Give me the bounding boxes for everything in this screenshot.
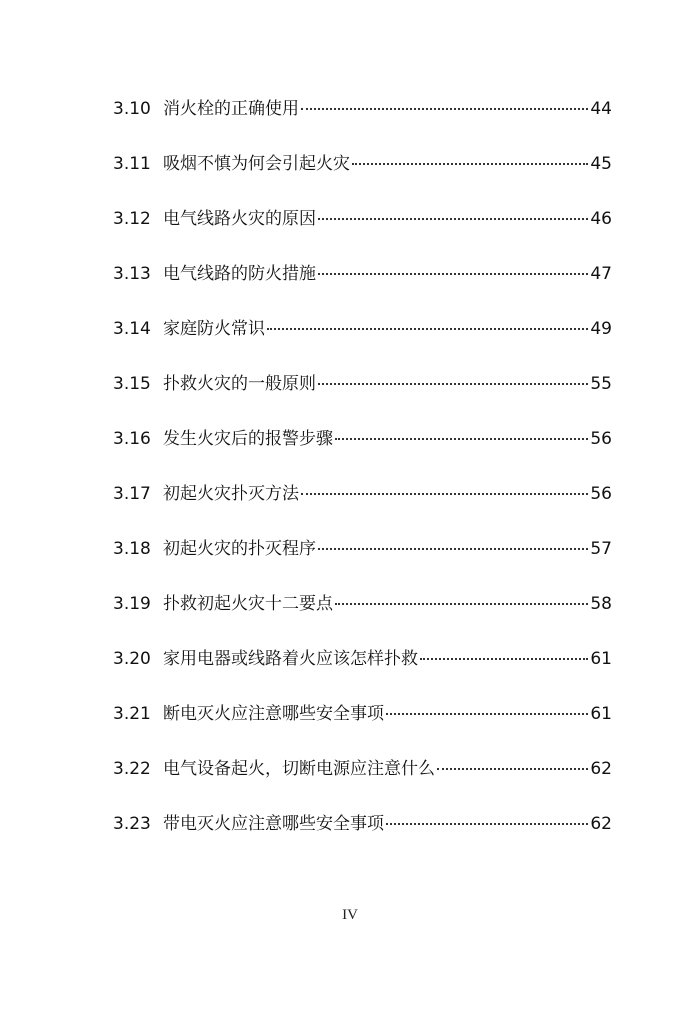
toc-entry[interactable] (113, 315, 612, 370)
toc-entry-number: 3.18 (113, 539, 151, 559)
toc-entry-page[interactable]: 47 (590, 264, 612, 284)
toc-entry-number: 3.23 (113, 814, 151, 834)
toc-entry-page[interactable]: 55 (590, 374, 612, 394)
toc-entry-title[interactable]: 断电灭火应注意哪些安全事项 (163, 704, 384, 724)
toc-entry[interactable] (113, 755, 612, 810)
toc-entry-page[interactable]: 56 (590, 484, 612, 504)
dot-leader (318, 547, 588, 550)
toc-entry-title[interactable]: 带电灭火应注意哪些安全事项 (163, 814, 384, 834)
page-number: IV (342, 907, 358, 923)
dot-leader (301, 107, 588, 110)
toc-entry[interactable] (113, 150, 612, 205)
toc-entry[interactable] (113, 535, 612, 590)
toc-entry-page[interactable]: 62 (590, 759, 612, 779)
toc-entry-number: 3.15 (113, 374, 151, 394)
dot-leader (437, 767, 588, 770)
toc-entry-number: 3.13 (113, 264, 151, 284)
toc-entry-title[interactable]: 电气设备起火，切断电源应注意什么 (163, 759, 435, 779)
toc-entry[interactable] (113, 425, 612, 480)
toc-entry-number: 3.19 (113, 594, 151, 614)
toc-entry-title[interactable]: 电气线路火灾的原因 (163, 209, 316, 229)
toc-entry-title[interactable]: 扑救火灾的一般原则 (163, 374, 316, 394)
toc-entry-number: 3.11 (113, 154, 151, 174)
dot-leader (318, 272, 588, 275)
toc-entry-page[interactable]: 61 (590, 704, 612, 724)
toc-entry-page[interactable]: 44 (590, 99, 612, 119)
dot-leader (335, 437, 588, 440)
toc-entry-title[interactable]: 吸烟不慎为何会引起火灾 (163, 154, 350, 174)
toc-entry-number: 3.14 (113, 319, 151, 339)
toc-entry-number: 3.22 (113, 759, 151, 779)
toc-entry-page[interactable]: 56 (590, 429, 612, 449)
toc-entry-title[interactable]: 发生火灾后的报警步骤 (163, 429, 333, 449)
toc-entry-page[interactable]: 58 (590, 594, 612, 614)
toc-entry-title[interactable]: 家用电器或线路着火应该怎样扑救 (163, 649, 418, 669)
dot-leader (420, 657, 588, 660)
toc-entry[interactable] (113, 205, 612, 260)
toc-entry-number: 3.16 (113, 429, 151, 449)
toc-entry-title[interactable]: 初起火灾扑灭方法 (163, 484, 299, 504)
toc-entry-title[interactable]: 家庭防火常识 (163, 319, 265, 339)
dot-leader (301, 492, 588, 495)
toc-entry-page[interactable]: 46 (590, 209, 612, 229)
toc-entry-page[interactable]: 61 (590, 649, 612, 669)
toc-entry-title[interactable]: 初起火灾的扑灭程序 (163, 539, 316, 559)
toc-entry[interactable] (113, 700, 612, 755)
toc-entry[interactable] (113, 260, 612, 315)
toc-entry-title[interactable]: 扑救初起火灾十二要点 (163, 594, 333, 614)
dot-leader (267, 327, 588, 330)
toc-entry-page[interactable]: 57 (590, 539, 612, 559)
toc-entry-title[interactable]: 消火栓的正确使用 (163, 99, 299, 119)
toc-entry-page[interactable]: 62 (590, 814, 612, 834)
toc-entry-number: 3.17 (113, 484, 151, 504)
toc-entry-number: 3.10 (113, 99, 151, 119)
table-of-contents (113, 95, 612, 865)
dot-leader (386, 712, 588, 715)
toc-entry-page[interactable]: 45 (590, 154, 612, 174)
toc-entry[interactable] (113, 810, 612, 865)
dot-leader (318, 217, 588, 220)
toc-entry-number: 3.20 (113, 649, 151, 669)
dot-leader (318, 382, 588, 385)
dot-leader (386, 822, 588, 825)
toc-entry[interactable] (113, 370, 612, 425)
dot-leader (335, 602, 588, 605)
toc-entry[interactable] (113, 480, 612, 535)
toc-entry[interactable] (113, 645, 612, 700)
toc-entry-number: 3.12 (113, 209, 151, 229)
toc-entry[interactable] (113, 590, 612, 645)
toc-entry-number: 3.21 (113, 704, 151, 724)
toc-entry-title[interactable]: 电气线路的防火措施 (163, 264, 316, 284)
toc-entry[interactable] (113, 95, 612, 150)
dot-leader (352, 162, 588, 165)
toc-entry-page[interactable]: 49 (590, 319, 612, 339)
